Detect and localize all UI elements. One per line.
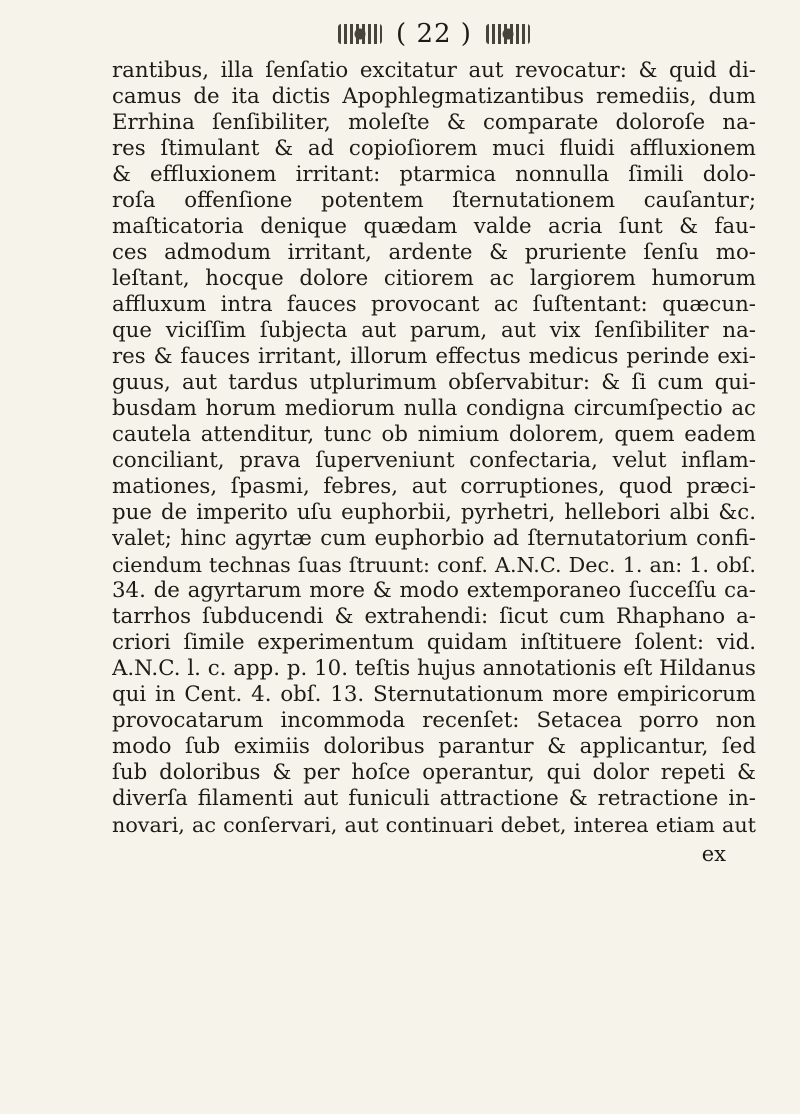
- text-line: provocatarum incommoda recenſet: Setacea porro non: [112, 708, 756, 733]
- text-line: mationes, ſpasmi, febres, aut corruptiones, quod præci-: [112, 474, 756, 499]
- text-line: criori ſimile experimentum quidam inſtituere ſolent: vid.: [112, 630, 756, 655]
- text-line: pue de imperito uſu euphorbii, pyrhetri, hellebori albi &c.: [112, 500, 756, 525]
- catchword: ex: [701, 842, 726, 866]
- text-line: que viciſſim ſubjecta aut parum, aut vix ſenſibiliter na-: [112, 318, 756, 343]
- text-line: Errhina ſenſibiliter, moleſte & comparate doloroſe na-: [112, 110, 756, 135]
- text-line: ces admodum irritant, ardente & pruriente ſenſu mo-: [112, 240, 756, 265]
- text-line: modo ſub eximiis doloribus parantur & applicantur, ſed: [112, 734, 756, 759]
- page-header: [112, 14, 756, 54]
- text-line: 34. de agyrtarum more & modo extemporaneo ſucceſſu ca-: [112, 578, 756, 603]
- text-line: busdam horum mediorum nulla condigna circumſpectio ac: [112, 396, 756, 421]
- text-line: novari, ac conſervari, aut continuari debet, interea etiam aut: [112, 813, 756, 837]
- text-line: & effluxionem irritant: ptarmica nonnulla ſimili dolo-: [112, 162, 756, 187]
- text-line: diverſa filamenti aut funiculi attractione & retractione in-: [112, 786, 756, 811]
- text-line: res & fauces irritant, illorum effectus medicus perinde exi-: [112, 344, 756, 369]
- text-line: tarrhos ſubducendi & extrahendi: ſicut cum Rhaphano a-: [112, 604, 756, 629]
- text-line: roſa offenſione potentem ſternutationem cauſantur;: [112, 188, 756, 213]
- text-line: res ſtimulant & ad copioſiorem muci fluidi affluxionem: [112, 136, 756, 161]
- text-line: ciendum technas ſuas ſtruunt: conf. A.N.C. Dec. 1. an: 1. obſ.: [112, 553, 756, 577]
- text-line: ſub doloribus & per hoſce operantur, qui dolor repeti &: [112, 760, 756, 785]
- text-line: conciliant, prava ſuperveniunt confectaria, velut inflam-: [112, 448, 756, 473]
- text-line: camus de ita dictis Apophlegmatizantibus remediis, dum: [112, 84, 756, 109]
- page-number: ( 22 ): [396, 19, 472, 49]
- text-line: valet; hinc agyrtæ cum euphorbio ad ſternutatorium confi-: [112, 526, 756, 551]
- left-ornament-icon: [338, 24, 382, 44]
- body-text: [112, 58, 756, 838]
- text-line: cautela attenditur, tunc ob nimium dolorem, quem eadem: [112, 422, 756, 447]
- text-line: leſtant, hocque dolore citiorem ac largiorem humorum: [112, 266, 756, 291]
- text-line: guus, aut tardus utplurimum obſervabitur: & ſi cum qui-: [112, 370, 756, 395]
- text-line: affluxum intra fauces provocant ac ſuſtentant: quæcun-: [112, 292, 756, 317]
- text-line: rantibus, illa ſenſatio excitatur aut revocatur: & quid di-: [112, 58, 756, 83]
- text-line: qui in Cent. 4. obſ. 13. Sternutationum more empiricorum: [112, 682, 756, 707]
- right-ornament-icon: [486, 24, 530, 44]
- text-line: A.N.C. l. c. app. p. 10. teſtis hujus annotationis eſt Hildanus: [112, 656, 756, 681]
- text-line: maſticatoria denique quædam valde acria ſunt & fau-: [112, 214, 756, 239]
